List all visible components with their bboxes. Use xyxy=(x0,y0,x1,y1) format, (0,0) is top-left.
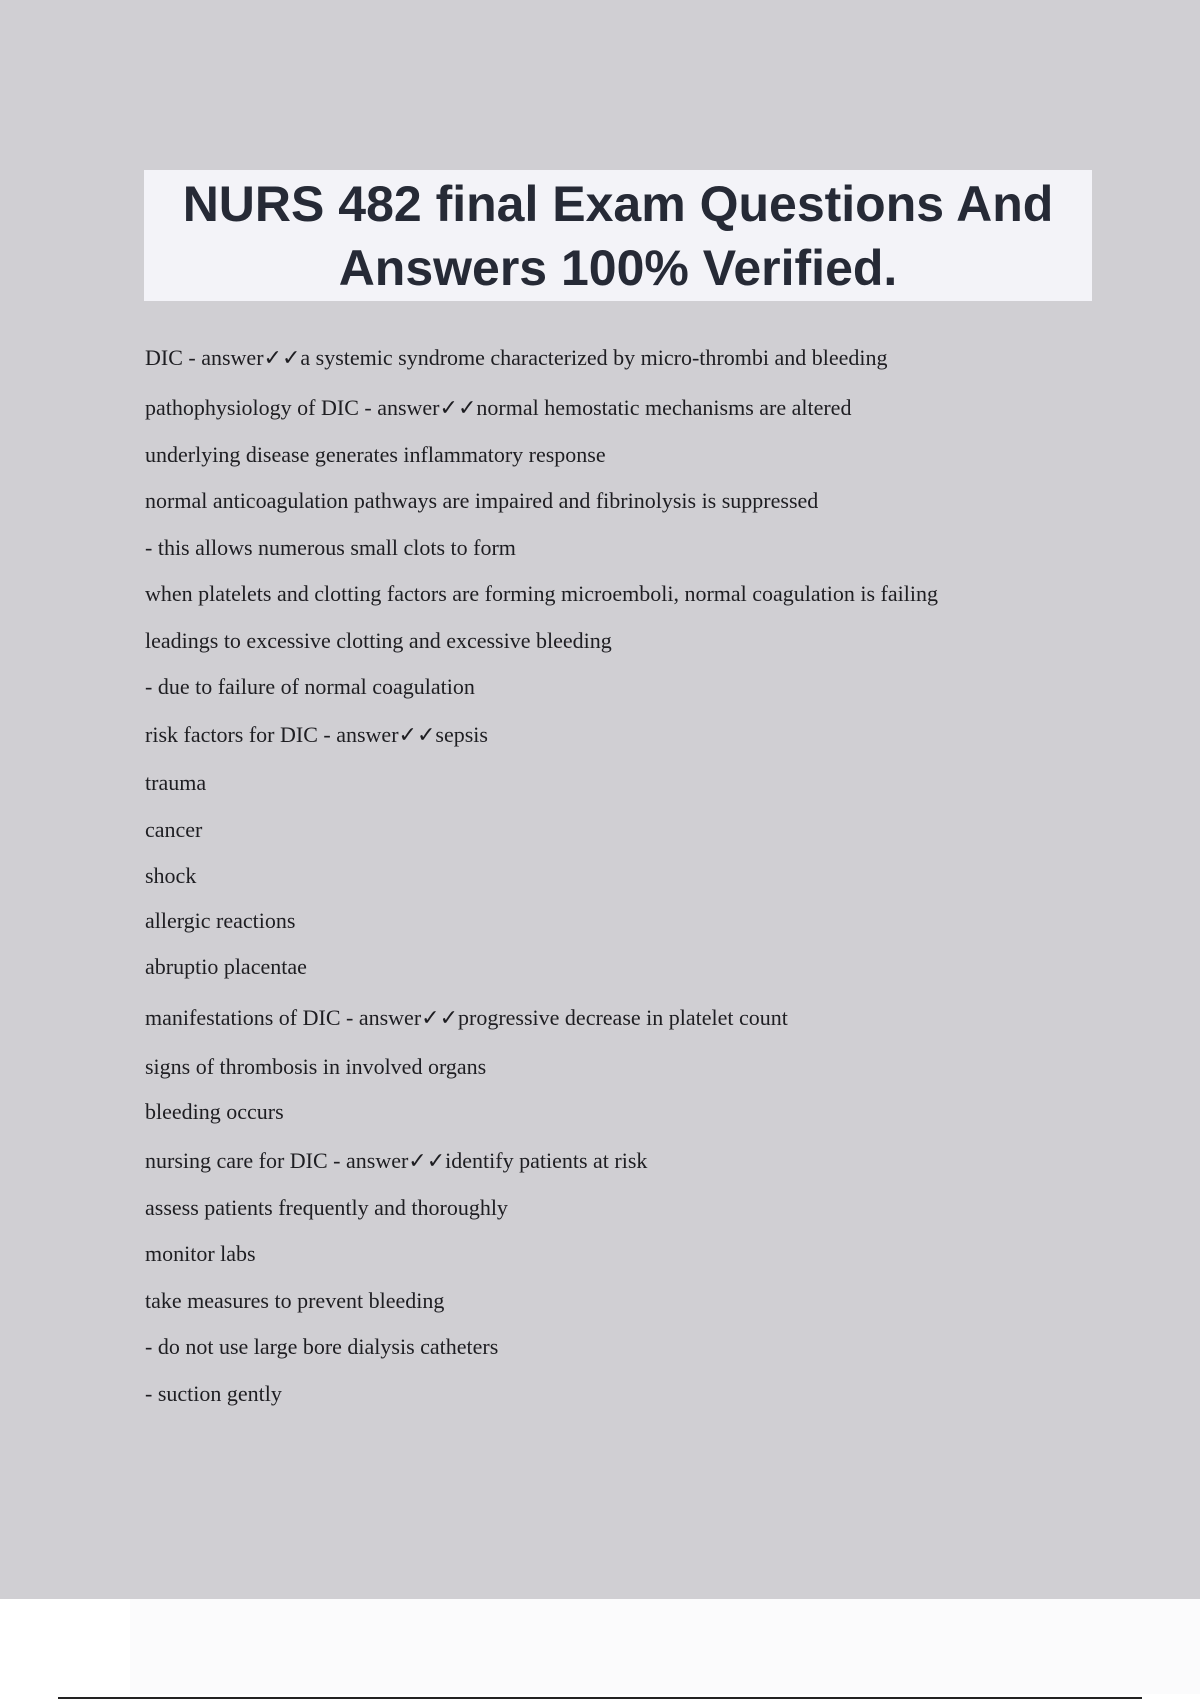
text-line: leadings to excessive clotting and excessive bleeding xyxy=(145,628,612,653)
text-line: nursing care for DIC - answer✓✓identify patients at risk xyxy=(145,1148,648,1173)
text-line: signs of thrombosis in involved organs xyxy=(145,1054,487,1079)
document-title: NURS 482 final Exam Questions And Answers 100% Verified. xyxy=(182,175,1054,296)
text-line: trauma xyxy=(145,770,207,795)
text-line: cancer xyxy=(145,817,203,842)
text-line: pathophysiology of DIC - answer✓✓normal hemostatic mechanisms are altered xyxy=(145,395,852,420)
text-line: manifestations of DIC - answer✓✓progressive decrease in platelet count xyxy=(145,1005,788,1030)
text-line: allergic reactions xyxy=(145,908,296,933)
text-line: - do not use large bore dialysis catheters xyxy=(145,1334,499,1359)
page-divider xyxy=(58,1697,1142,1699)
text-line: - this allows numerous small clots to form xyxy=(145,535,516,560)
text-line: risk factors for DIC - answer✓✓sepsis xyxy=(145,722,488,747)
text-line: - due to failure of normal coagulation xyxy=(145,674,475,699)
text-line: underlying disease generates inflammatory response xyxy=(145,442,606,467)
text-line: assess patients frequently and thoroughly xyxy=(145,1195,508,1220)
next-page-panel xyxy=(130,1599,1200,1694)
text-line: monitor labs xyxy=(145,1241,256,1266)
text-line: shock xyxy=(145,863,197,888)
title-banner xyxy=(144,170,1092,301)
text-line: normal anticoagulation pathways are impaired and fibrinolysis is suppressed xyxy=(145,488,819,513)
text-line: take measures to prevent bleeding xyxy=(145,1288,445,1313)
text-line: abruptio placentae xyxy=(145,954,307,979)
next-page-area xyxy=(0,1599,1200,1700)
text-line: when platelets and clotting factors are forming microemboli, normal coagulation is failing xyxy=(145,581,938,606)
text-line: DIC - answer✓✓a systemic syndrome characterized by micro-thrombi and bleeding xyxy=(145,345,888,370)
text-line: - suction gently xyxy=(145,1381,282,1406)
text-line: bleeding occurs xyxy=(145,1099,284,1124)
